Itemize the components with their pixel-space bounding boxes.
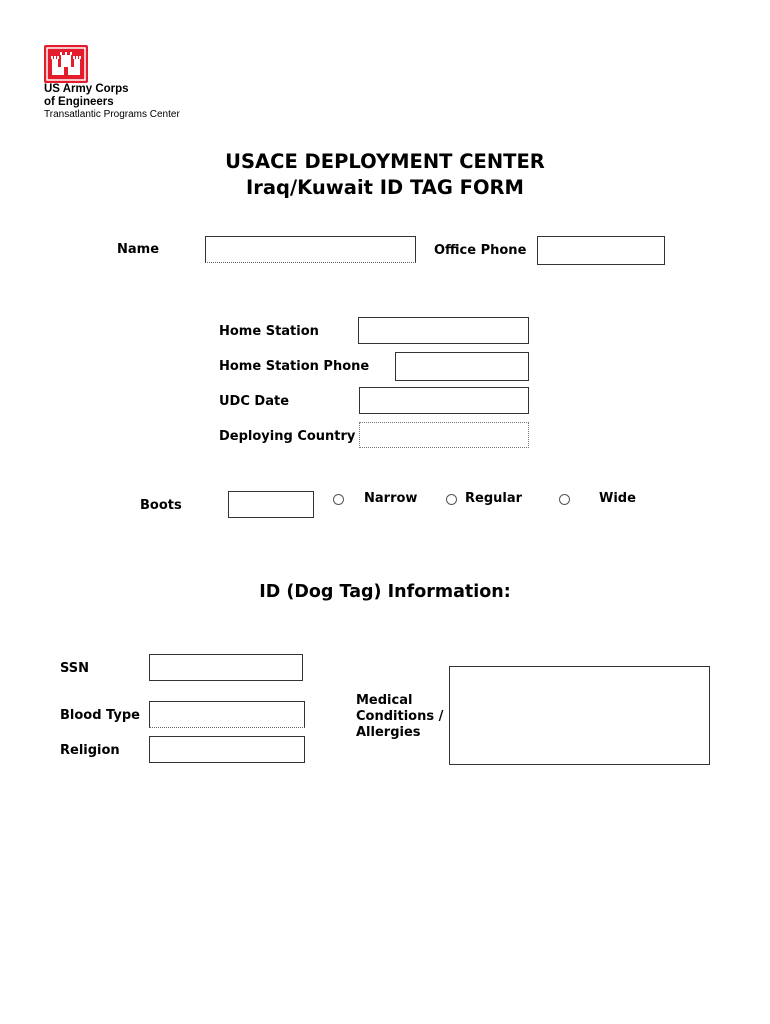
religion-input[interactable]	[149, 736, 305, 763]
usace-castle-logo	[44, 45, 88, 83]
logo-line-1: US Army Corps	[44, 83, 129, 95]
boots-narrow-label: Narrow	[364, 491, 418, 506]
udc-date-input[interactable]	[359, 387, 529, 414]
home-station-phone-input[interactable]	[395, 352, 529, 381]
medical-label-line-2: Conditions /	[356, 709, 444, 724]
boots-regular-radio[interactable]	[446, 494, 457, 505]
boots-label: Boots	[140, 498, 182, 513]
religion-label: Religion	[60, 743, 120, 758]
form-title-line-2: Iraq/Kuwait ID TAG FORM	[246, 176, 524, 199]
deploying-country-input[interactable]	[359, 422, 529, 448]
office-phone-label: Office Phone	[434, 243, 527, 258]
medical-conditions-textarea[interactable]	[449, 666, 710, 765]
medical-label-line-1: Medical	[356, 693, 413, 708]
dog-tag-section-heading: ID (Dog Tag) Information:	[259, 582, 511, 602]
name-input[interactable]	[205, 236, 416, 263]
home-station-label: Home Station	[219, 324, 319, 339]
home-station-input[interactable]	[358, 317, 529, 344]
blood-type-input[interactable]	[149, 701, 305, 728]
ssn-label: SSN	[60, 661, 90, 676]
boots-regular-label: Regular	[465, 491, 523, 506]
logo-line-3: Transatlantic Programs Center	[44, 109, 180, 120]
logo-line-2: of Engineers	[44, 96, 114, 108]
home-station-phone-label: Home Station Phone	[219, 359, 370, 374]
form-title-line-1: USACE DEPLOYMENT CENTER	[225, 150, 545, 173]
medical-label-line-3: Allergies	[356, 725, 421, 740]
boots-wide-label: Wide	[599, 491, 636, 506]
office-phone-input[interactable]	[537, 236, 665, 265]
deploying-country-label: Deploying Country	[219, 429, 356, 444]
udc-date-label: UDC Date	[219, 394, 290, 409]
boots-narrow-radio[interactable]	[333, 494, 344, 505]
boots-wide-radio[interactable]	[559, 494, 570, 505]
ssn-input[interactable]	[149, 654, 303, 681]
blood-type-label: Blood Type	[60, 708, 140, 723]
name-label: Name	[117, 242, 160, 257]
boots-size-input[interactable]	[228, 491, 314, 518]
castle-icon	[44, 45, 88, 83]
